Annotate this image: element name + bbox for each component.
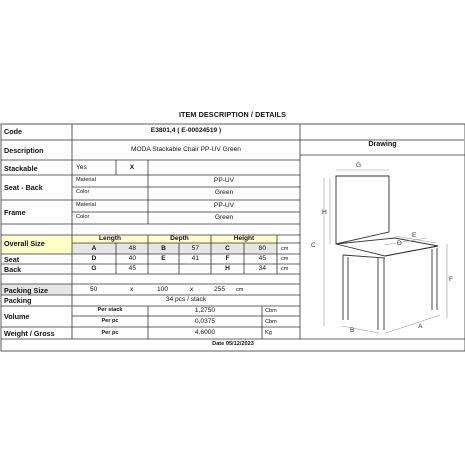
- description-value: MODA Stackable Chair PP-UV Green: [131, 146, 241, 153]
- frame-color: Green: [214, 214, 234, 221]
- seat-back-color-label: Color: [76, 189, 90, 195]
- seat-back-label: Seat - Back: [4, 183, 43, 192]
- volume-label: Volume: [4, 312, 30, 321]
- dim-label-f: F: [449, 276, 454, 283]
- size-row-code: A: [91, 245, 97, 252]
- weight-label: Weight / Gross: [4, 329, 55, 338]
- sheet-title: ITEM DESCRIPTION / DETAILS: [178, 110, 287, 119]
- volume-per-stack-label: Per stack: [97, 307, 123, 313]
- volume-per-stack-unit: Cbm: [265, 308, 277, 314]
- frame-label: Frame: [4, 208, 26, 217]
- size-row-unit: cm: [281, 256, 289, 262]
- height-header: Height: [233, 235, 255, 242]
- size-row-value: 40: [128, 255, 136, 262]
- size-row-code: B: [161, 245, 166, 252]
- weight-per-pc-label: Per pc: [101, 330, 119, 336]
- packing-size-x: x: [190, 286, 194, 293]
- length-header: Length: [99, 235, 121, 242]
- size-row-code: E: [161, 255, 166, 262]
- weight-value: 4,6000: [194, 329, 216, 336]
- dim-label-g: G: [356, 162, 362, 169]
- stackable-yes: Yes: [76, 164, 87, 171]
- back-size-label: Back: [4, 265, 22, 274]
- size-row-code: F: [225, 255, 230, 262]
- overall-size-label: Overall Size: [4, 239, 45, 248]
- size-row-value: 80: [258, 245, 266, 252]
- packing-value: 34 pcs / stack: [165, 296, 207, 303]
- size-row-code: D: [91, 255, 97, 262]
- frame-material-label: Material: [76, 202, 96, 208]
- code-value: E3801,4 ( E-00024519 ): [150, 127, 222, 134]
- size-row-code: C: [225, 245, 230, 252]
- dim-label-e: E: [412, 232, 417, 239]
- size-row-value: 45: [128, 265, 136, 272]
- seat-back-material: PP-UV: [213, 177, 235, 184]
- dim-label-a: A: [418, 323, 423, 330]
- packing-size-width: 100: [157, 286, 169, 293]
- dim-label-b: B: [350, 327, 355, 334]
- size-row-code: G: [91, 265, 97, 272]
- date-footer: Date 05/12/2023: [212, 341, 254, 347]
- size-row-value: 45: [258, 255, 266, 262]
- stackable-label: Stackable: [4, 164, 38, 173]
- seat-size-label: Seat: [4, 255, 20, 264]
- size-row-value: 57: [191, 245, 199, 252]
- dim-label-d: D: [397, 240, 402, 247]
- packing-size-height: 255: [214, 286, 226, 293]
- seat-back-color: Green: [214, 189, 234, 196]
- drawing-label: Drawing: [368, 139, 397, 148]
- frame-material: PP-UV: [213, 202, 235, 209]
- code-label: Code: [4, 127, 22, 136]
- packing-size-x: x: [130, 286, 134, 293]
- size-row-value: 34: [258, 265, 266, 272]
- size-row-unit: cm: [281, 246, 289, 252]
- size-row-value: 41: [191, 255, 199, 262]
- dim-label-h: H: [322, 209, 327, 216]
- size-row-value: 48: [128, 245, 136, 252]
- size-row-code: H: [225, 265, 230, 272]
- chair-drawing: [324, 170, 447, 333]
- packing-size-length: 50: [90, 286, 98, 293]
- volume-per-pc-unit: Cbm: [265, 319, 277, 325]
- volume-per-stack: 1,2750: [194, 307, 216, 314]
- dim-label-c: C: [311, 242, 316, 249]
- depth-header: Depth: [170, 235, 189, 242]
- frame-color-label: Color: [76, 214, 90, 220]
- seat-back-material-label: Material: [76, 177, 96, 183]
- packing-size-label: Packing Size: [4, 286, 48, 295]
- packing-size-unit: cm: [236, 287, 244, 293]
- stackable-mark: X: [129, 164, 135, 171]
- weight-unit: Kg: [265, 330, 272, 336]
- size-row-unit: cm: [281, 266, 289, 272]
- description-label: Description: [4, 146, 44, 155]
- volume-per-pc: 0,0375: [194, 318, 216, 325]
- packing-label: Packing: [4, 296, 32, 305]
- volume-per-pc-label: Per pc: [101, 318, 119, 324]
